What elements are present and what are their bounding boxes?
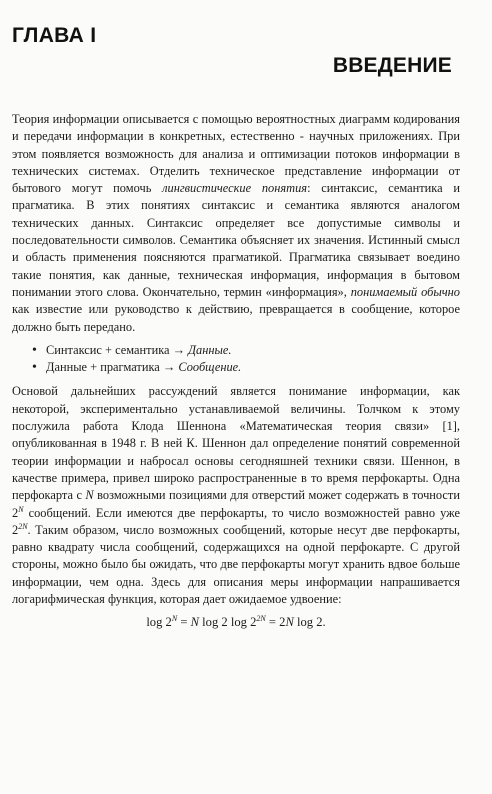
italic-run: лингвистические понятия [162,181,308,196]
formula-var: N [285,615,294,630]
bullet-text: Синтаксис + семантика → [46,342,189,357]
list-item [32,359,460,376]
formula-part: log 2 log 2 [199,615,257,630]
paragraph-intro [12,111,460,336]
math-var: N [85,488,94,503]
math-superscript: 2N [18,521,28,531]
formula-part: log 2 [146,615,172,630]
text-run: Теория информации описывается с помощью вероятностных диаграмм кодирования и передачи информации в конкретных, естественно - научных приложениях. При этом появляется возможность для анализа и оптимизации потоков информации в технических системах. Отделить техническое представление информации от бытового могут помочь [12,112,460,196]
text-run: возможными позициями для отверстий может содержать в точности 2 [12,488,460,520]
list-item [32,342,460,359]
chapter-label: ГЛАВА I [12,24,97,47]
bullet-list [12,342,460,377]
bullet-result: Данные. [188,342,232,357]
text-run: как известие или руководство к действию, превращается в сообщение, которое должно быть передано. [12,302,460,334]
chapter-title: ВВЕДЕНИЕ [332,54,452,77]
paragraph-shannon [12,383,460,608]
text-run: сообщений. Если имеются две перфокарты, то число возможностей равно уже 2 [12,505,460,537]
text-run: : синтаксис, семантика и прагматика. В этих понятиях синтаксис и семантика являются аналогом технических данных. Синтаксис определяет все допустимые символы и последовательности символов. Семантика объясняет их значения. Истинный смысл и область применения поясняются прагматикой. Прагматика связывает воедино такие понятия, как данные, техническая информация, информация в бытовом понимании этого слова. Окончательно, термин «информация», [12,181,460,299]
body-text [12,111,460,632]
display-formula [12,614,460,631]
formula-part: = [177,615,191,630]
text-run: Основой дальнейших рассуждений является понимание информации, как некоторой, экспериментально устанавливаемой величины. Толчком к этому послужила работа Клода Шеннона «Математическая теория связи» [1], опубликованная в 1948 г. В ней К. Шеннон дал определение понятий современной теории информации и набросал основы сегодняшней техники связи. Шеннон, в качестве примера, привел широко распространенные в то время перфокарты. Одна перфокарта с [12,384,460,503]
bullet-result: Сообщение. [178,360,242,375]
formula-part: = 2 [265,615,286,630]
formula-superscript: 2N [256,614,266,624]
bullet-text: Данные + прагматика → [46,360,179,375]
formula-superscript: N [171,614,178,624]
math-superscript: N [18,504,24,514]
italic-run: понимаемый обычно [350,284,460,299]
formula-part: log 2. [293,615,326,630]
text-run: . Таким образом, число возможных сообщений, которые несут две перфокарты, равно квадрату числа сообщений, содержащихся на одной перфокарте. С другой стороны, можно было бы ожидать, что две перфокарты могут хранить вдвое больше информации, чем одна. Здесь для описания меры информации напрашивается логарифмическая функция, которая дает ожидаемое удвоение: [12,522,460,607]
formula-var: N [190,615,200,630]
